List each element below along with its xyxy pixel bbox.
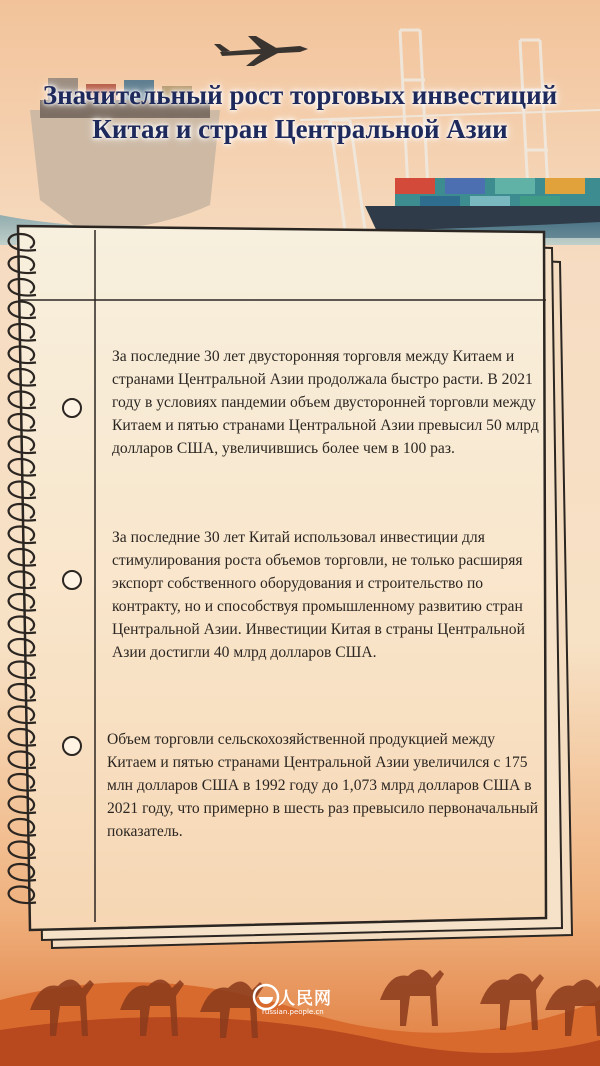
logo-url: russian.people.cn [262,1008,324,1016]
logo-text: 人民网 [278,989,332,1009]
title-line-1: Значительный рост торговых инвестиций [42,80,558,110]
paragraph-investment: За последние 30 лет Китай использовал инвестиции для стимулирования роста объемов торговли, не только расширяя экспорт собственного оборудования и строительство по контракту, но и способствуя промышленному развитию стран Центральной Азии. Инвестиции Китая в страны Центральной Азии достигли 40 млрд долларов США. [112,529,525,661]
title-line-2: Китая и стран Центральной Азии [92,114,508,144]
paragraph-trade-growth: За последние 30 лет двусторонняя торговля между Китаем и странами Центральной Азии продолжала быстро расти. В 2021 году в условиях пандемии объем двусторонней торговли между Китаем и пятью странами Центральной Азии превысил 50 млрд долларов США, увеличившись более чем в 100 раз. [112,348,539,457]
page-title [0,78,600,146]
paragraph-agriculture: Объем торговли сельскохозяйственной продукцией между Китаем и пятью странами Центральной Азии увеличился с 175 млн долларов США в 1992 году до 1,073 млрд долларов США в 2021 году, что примерно в шесть раз превысило первоначальный показатель. [107,731,539,840]
